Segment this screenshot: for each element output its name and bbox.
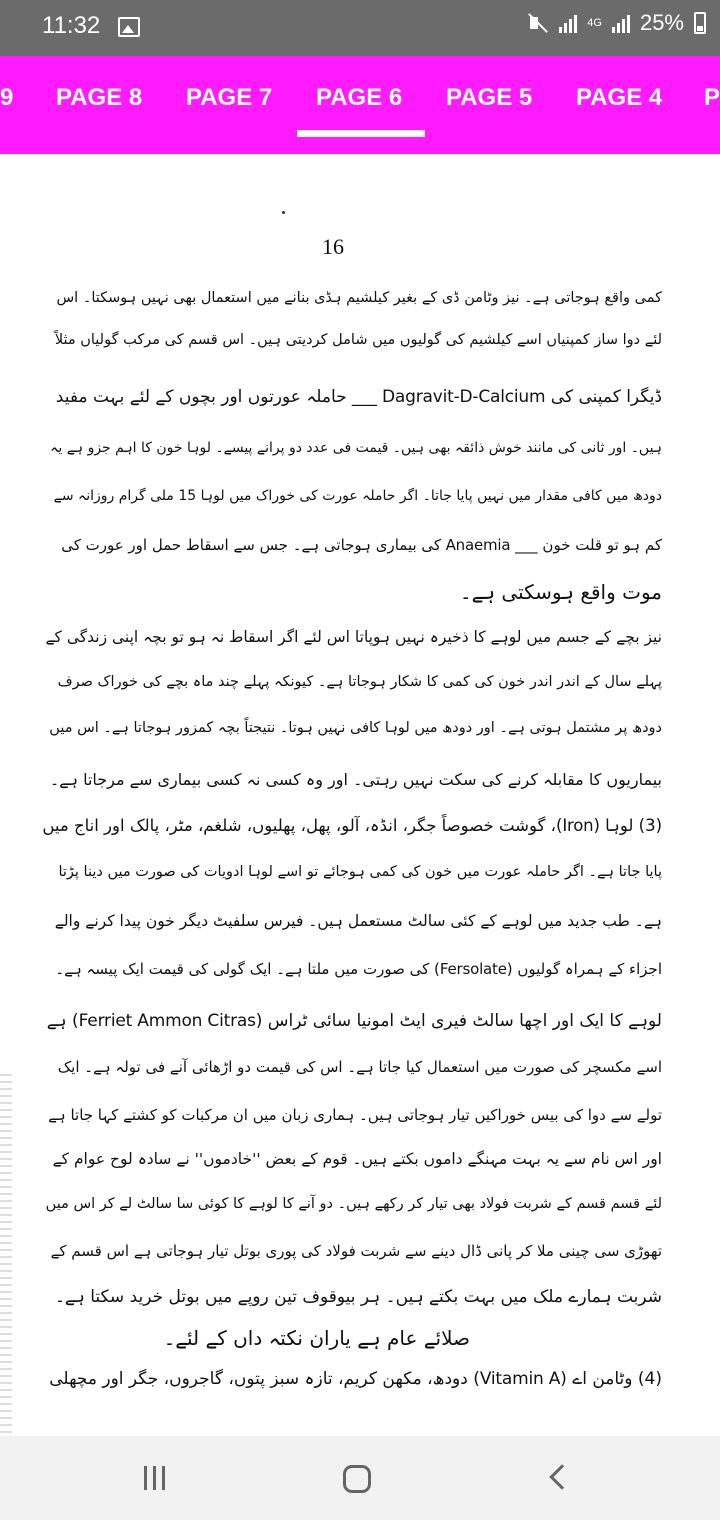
text-line: (3) لوہا (Iron)، گوشت خصوصاً جگر، انڈہ، آلو، پھل، پھلیوں، شلغم، مٹر، پالک اور اناج میں [42, 816, 662, 835]
tab-page-5[interactable]: PAGE 5 [446, 84, 533, 111]
text-line: موت واقع ہوسکتی ہے۔ [459, 580, 662, 604]
signal-icon [559, 13, 577, 33]
recents-icon[interactable] [144, 1466, 165, 1490]
text-line: اسے مکسچر کی صورت میں استعمال کیا جاتا ہے۔ اس کی قیمت دو اڑھائی آنے فی تولہ ہے۔ ایک [57, 1058, 662, 1076]
text-line: پہلے سال کے اندر اندر خون کی کمی کا شکار ہوجاتا ہے۔ کیونکہ پہلے چند ماہ بچے کی خوراک صرف [57, 674, 662, 690]
page-number: 16 [322, 234, 344, 259]
gallery-notification-icon [118, 17, 140, 37]
text-line: ہیں۔ اور ثانی کی مانند خوش ذائقہ بھی ہیں۔ قیمت فی عدد دو پرانے پیسے۔ لوہا خون کا اہم جزو ہے یہ [50, 440, 662, 456]
page-tab-bar [0, 56, 720, 154]
text-line: لئے دوا ساز کمپنیاں اسے کیلشیم کی گولیوں میں شامل کردیتی ہیں۔ اس قسم کی مرکب گولیاں مثلاً [54, 332, 662, 348]
scan-speck [282, 211, 285, 214]
tab-page-8[interactable]: PAGE 8 [56, 84, 143, 111]
signal-icon-2 [612, 13, 630, 33]
text-line: کم ہو تو قلت خون ___ Anaemia کی بیماری ہوجاتی ہے۔ جس سے اسقاط حمل اور عورت کی [61, 536, 662, 554]
battery-icon [694, 12, 706, 34]
text-line: بیماریوں کا مقابلہ کرنے کی سکت نہیں رہتی۔ اور وہ کسی نہ کسی بیماری سے مرجاتا ہے۔ [49, 770, 662, 789]
text-line: پایا جاتا ہے۔ اگر حاملہ عورت میں خون کی کمی ہوجائے تو اسے لوہا ادویات کی صورت میں دینا پڑتا [58, 864, 662, 880]
mute-icon [527, 12, 549, 34]
network-type-label: 4G [587, 17, 602, 29]
tab-page-6[interactable]: PAGE 6 [316, 84, 403, 111]
battery-percent: 25% [639, 10, 684, 35]
text-line: دودھ میں کافی مقدار میں نہیں پایا جاتا۔ اگر حاملہ عورت کی خوراک میں لوہا 15 ملی گرام روزانہ سے [53, 488, 662, 504]
tab-page-3[interactable]: P [704, 84, 720, 111]
text-line: کمی واقع ہوجاتی ہے۔ نیز وٹامن ڈی کے بغیر کیلشیم ہڈی بنانے میں استعمال بھی نہیں ہوسکتا۔ اس [56, 290, 662, 306]
text-line: ڈیگرا کمپنی کی Dagravit-D-Calcium ___ حاملہ عورتوں اور بچوں کے لئے بہت مفید [55, 387, 662, 407]
back-icon[interactable] [549, 1464, 574, 1489]
home-icon[interactable] [343, 1465, 371, 1493]
text-line: تھوڑی سی چینی ملا کر پانی ڈال دینے سے شربت فولاد کی پوری بوتل تیار ہوجاتی ہے اس قسم کے [50, 1242, 662, 1260]
navigation-bar [0, 1436, 720, 1520]
tab-page-7[interactable]: PAGE 7 [186, 84, 273, 111]
selected-tab-indicator [297, 130, 425, 137]
text-line: لئے قسم قسم کے شربت فولاد بھی تیار کر رکھے ہیں۔ دو آنے کا لوہے کا کوئی سا سالٹ لے کر اس میں [45, 1196, 662, 1212]
text-line: صلائے عام ہے یاران نکتہ داں کے لئے۔ [163, 1326, 470, 1350]
text-line: لوہے کا ایک اور اچھا سالٹ فیری ایٹ امونیا سائی ٹراس (Ferriet Ammon Citras) ہے [46, 1011, 662, 1031]
tab-page-4[interactable]: PAGE 4 [576, 84, 663, 111]
scanned-page[interactable] [0, 154, 720, 1436]
text-line: دودھ پر مشتمل ہوتی ہے۔ اور دودھ میں لوہا کافی نہیں ہوتا۔ نتیجتاً بچہ کمزور ہوجاتا ہے۔ اس میں [49, 720, 662, 736]
text-line: اجزاء کے ہمراہ گولیوں (Fersolate) کی صورت میں ملتا ہے۔ ایک گولی کی قیمت ایک پیسہ ہے۔ [55, 960, 662, 978]
text-line: (4) وٹامن اے (Vitamin A) دودھ، مکھن کریم، تازہ سبز پتوں، گاجروں، جگر اور مچھلی [49, 1369, 662, 1389]
text-line: تولے سے دوا کی بیس خوراکیں تیار ہوجاتی ہیں۔ ہماری زبان میں ان مرکبات کو کشتے کہا جاتا ہے [48, 1106, 662, 1124]
status-time: 11:32 [42, 12, 101, 39]
status-bar [0, 0, 720, 56]
status-indicators [527, 10, 706, 36]
scan-edge-noise [0, 1074, 12, 1436]
text-line: اور اس نام سے یہ بہت مہنگے داموں بکتے ہیں۔ قوم کے بعض ''خادموں'' نے سادہ لوح عوام کے [52, 1150, 662, 1168]
tab-page-9[interactable]: 9 [0, 84, 14, 111]
text-line: نیز بچے کے جسم میں لوہے کا ذخیرہ نہیں ہوپاتا اس لئے اگر اسقاط نہ ہو تو بچہ اپنی زندگی کے [45, 628, 662, 646]
text-line: ہے۔ طب جدید میں لوہے کے کئی سالٹ مستعمل ہیں۔ فیرس سلفیٹ دیگر خون پیدا کرنے والے [54, 912, 662, 930]
text-line: شربت ہمارے ملک میں بہت بکتے ہیں۔ ہر بیوقوف تین روپے میں بوتل خرید سکتا ہے۔ [54, 1287, 662, 1307]
